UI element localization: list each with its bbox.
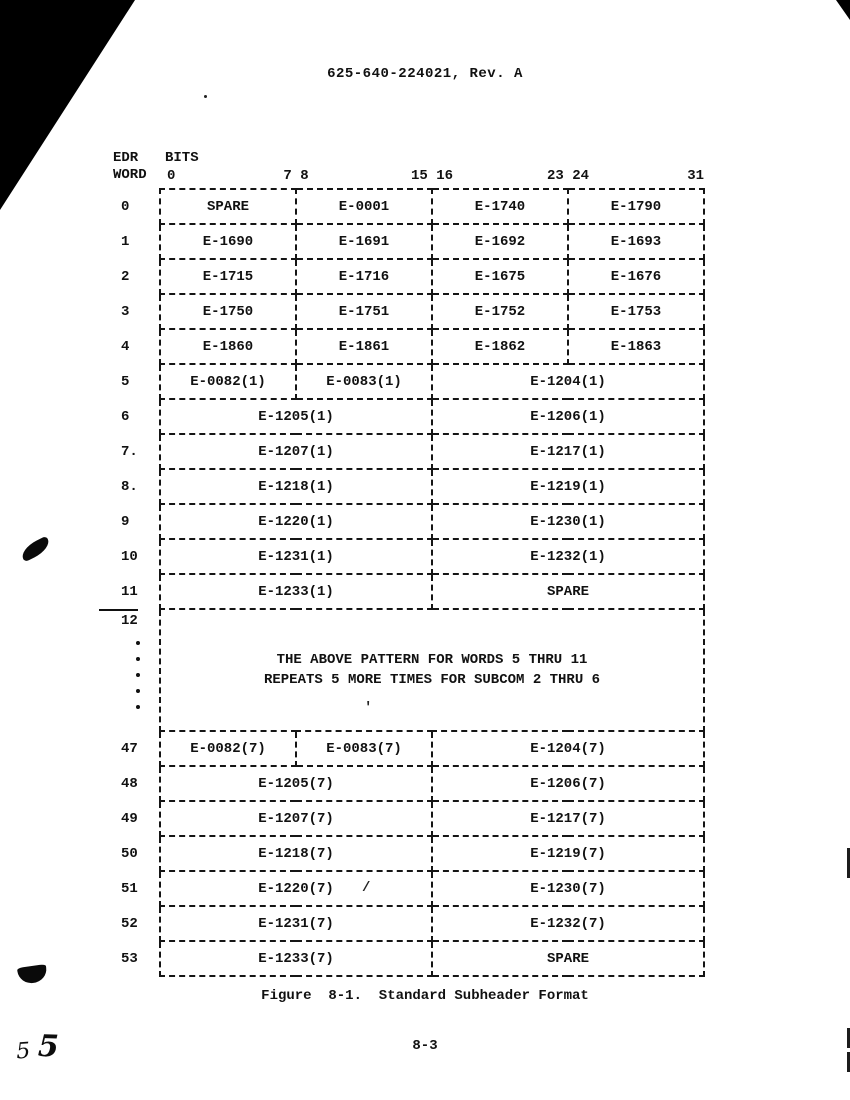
field-cell: E-1752 xyxy=(432,294,568,329)
field-cell: E-1693 xyxy=(568,224,704,259)
ellipsis-dot xyxy=(136,689,140,693)
field-cell: E-1675 xyxy=(432,259,568,294)
table-row xyxy=(113,189,704,224)
table-row xyxy=(113,329,704,364)
word-number-label: 10 xyxy=(121,548,138,565)
field-cell: E-1715 xyxy=(160,259,296,294)
repeat-pattern-note-cell xyxy=(160,609,704,731)
field-cell: E-1232(1) xyxy=(432,539,704,574)
table-row xyxy=(113,469,704,504)
table-row xyxy=(113,766,704,801)
field-cell: E-1716 xyxy=(296,259,432,294)
word-number-label: 52 xyxy=(121,915,138,932)
field-cell: E-1232(7) xyxy=(432,906,704,941)
bits-label: BITS xyxy=(165,150,199,166)
field-cell: E-1220(1) xyxy=(160,504,432,539)
field-cell: E-1692 xyxy=(432,224,568,259)
word-number-label: 51 xyxy=(121,880,138,897)
field-cell: E-1205(7) xyxy=(160,766,432,801)
field-cell: E-0083(1) xyxy=(296,364,432,399)
field-cell: E-0082(1) xyxy=(160,364,296,399)
field-cell: SPARE xyxy=(432,941,704,976)
field-cell: E-1790 xyxy=(568,189,704,224)
field-cell: E-1863 xyxy=(568,329,704,364)
table-row xyxy=(113,504,704,539)
ink-blob-left-middle xyxy=(19,536,53,563)
field-cell: E-1861 xyxy=(296,329,432,364)
ellipsis-dot xyxy=(136,673,140,677)
field-cell: E-1206(1) xyxy=(432,399,704,434)
table-row xyxy=(113,574,704,609)
field-cell: E-0083(7) xyxy=(296,731,432,766)
word-number-label: 50 xyxy=(121,845,138,862)
word-number-label: 11 xyxy=(121,583,138,600)
field-cell: E-1690 xyxy=(160,224,296,259)
handwritten-digit: 5 xyxy=(15,1038,32,1065)
ink-blob-left-bottom xyxy=(17,964,48,985)
table-row xyxy=(113,224,704,259)
document-number-header: 625-640-224021, Rev. A xyxy=(327,66,523,82)
field-cell: E-1860 xyxy=(160,329,296,364)
word-number-label: 48 xyxy=(121,775,138,792)
field-cell: E-1204(7) xyxy=(432,731,704,766)
word-number-label: 2 xyxy=(121,268,130,285)
field-cell: E-1862 xyxy=(432,329,568,364)
field-cell: E-1740 xyxy=(432,189,568,224)
figure-caption: Figure 8-1. Standard Subheader Format xyxy=(261,988,589,1004)
subheader-table-body xyxy=(113,189,704,976)
field-cell: E-1217(1) xyxy=(432,434,704,469)
note-line: THE ABOVE PATTERN FOR WORDS 5 THRU 11 xyxy=(276,652,588,668)
table-row xyxy=(113,731,704,766)
table-row xyxy=(113,259,704,294)
field-cell: E-1230(1) xyxy=(432,504,704,539)
field-cell: E-1230(7) xyxy=(432,871,704,906)
field-cell: E-1217(7) xyxy=(432,801,704,836)
table-row xyxy=(113,609,704,731)
field-cell: E-1207(1) xyxy=(160,434,432,469)
word-number-label: 4 xyxy=(121,338,130,355)
table-row xyxy=(113,399,704,434)
handwritten-digit: 5 xyxy=(37,1028,60,1065)
handwritten-mark xyxy=(15,1029,60,1067)
ellipsis-dot xyxy=(136,705,140,709)
figure-8-1 xyxy=(113,150,733,980)
table-row xyxy=(113,364,704,399)
bit-tick-0: 0 xyxy=(167,168,176,184)
word-number-label: 49 xyxy=(121,810,138,827)
word-number-label: 47 xyxy=(121,740,138,757)
stray-tick-mark: ' xyxy=(364,700,373,716)
subheader-format-table xyxy=(113,188,705,977)
field-cell: E-1231(7) xyxy=(160,906,432,941)
table-row xyxy=(113,941,704,976)
table-row xyxy=(113,801,704,836)
row-header-label-word: WORD xyxy=(113,167,147,183)
row-header-label-edr: EDR xyxy=(113,150,139,166)
field-cell: E-1219(7) xyxy=(432,836,704,871)
field-cell: E-0082(7) xyxy=(160,731,296,766)
table-row xyxy=(113,434,704,469)
bit-tick-7-8: 7 8 xyxy=(283,168,309,184)
table-row xyxy=(113,836,704,871)
word-number-label: 12 xyxy=(113,609,160,731)
field-cell: E-1219(1) xyxy=(432,469,704,504)
word-number-label: 53 xyxy=(121,950,138,967)
table-row xyxy=(113,539,704,574)
word-number-label: 3 xyxy=(121,303,130,320)
field-cell: E-1206(7) xyxy=(432,766,704,801)
field-cell: E-1751 xyxy=(296,294,432,329)
ellipsis-dot xyxy=(136,657,140,661)
field-cell: E-1220(7) xyxy=(160,871,432,906)
scan-corner-smudge-top-right xyxy=(836,0,850,20)
field-cell: E-1753 xyxy=(568,294,704,329)
word-number-label: 0 xyxy=(121,198,130,215)
field-cell: SPARE xyxy=(432,574,704,609)
word-number-label: 8. xyxy=(121,478,138,495)
field-cell: E-1207(7) xyxy=(160,801,432,836)
field-cell: E-1205(1) xyxy=(160,399,432,434)
field-cell: E-1204(1) xyxy=(432,364,704,399)
table-row xyxy=(113,871,704,906)
page-number: 8-3 xyxy=(412,1038,438,1054)
field-cell: E-1231(1) xyxy=(160,539,432,574)
field-cell: E-1233(7) xyxy=(160,941,432,976)
field-cell: E-0001 xyxy=(296,189,432,224)
field-cell: E-1218(1) xyxy=(160,469,432,504)
word-number-label: 7. xyxy=(121,443,138,460)
stray-slash-mark: / xyxy=(362,880,371,896)
ellipsis-dot xyxy=(136,641,140,645)
note-line: REPEATS 5 MORE TIMES FOR SUBCOM 2 THRU 6 xyxy=(263,672,601,688)
field-cell: E-1218(7) xyxy=(160,836,432,871)
bit-tick-31: 31 xyxy=(687,168,704,184)
word-number-label: 6 xyxy=(121,408,130,425)
field-cell: E-1233(1) xyxy=(160,574,432,609)
word-number-label: 5 xyxy=(121,373,130,390)
word-number-label: 1 xyxy=(121,233,130,250)
bit-tick-15-16: 15 16 xyxy=(410,168,454,184)
bit-tick-23-24: 23 24 xyxy=(546,168,590,184)
field-cell: E-1691 xyxy=(296,224,432,259)
field-cell: E-1676 xyxy=(568,259,704,294)
scan-speck xyxy=(204,95,207,98)
table-row xyxy=(113,906,704,941)
table-row xyxy=(113,294,704,329)
word-number-label: 9 xyxy=(121,513,130,530)
field-cell: SPARE xyxy=(160,189,296,224)
field-cell: E-1750 xyxy=(160,294,296,329)
